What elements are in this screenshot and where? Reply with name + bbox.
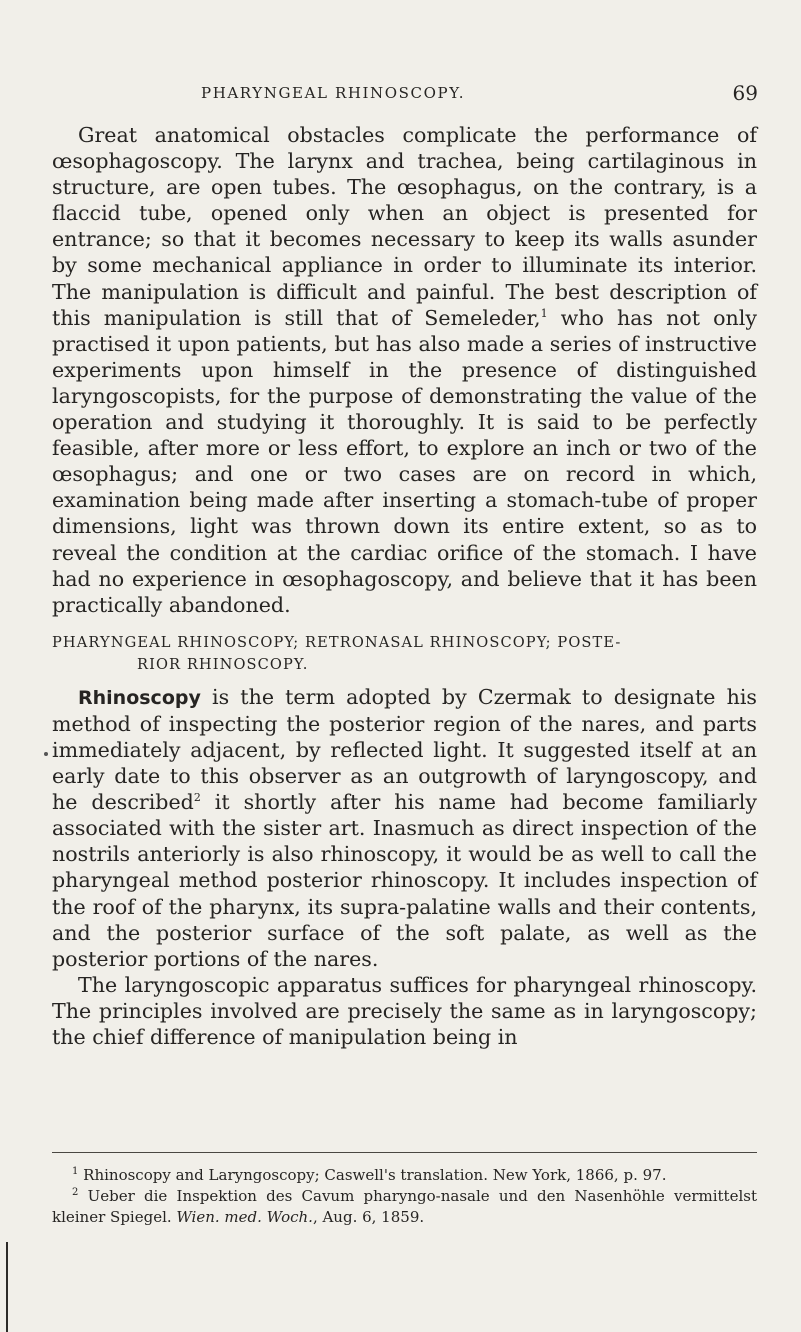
page-number: 69 <box>732 81 758 105</box>
footnote-mark: 1 <box>72 1166 79 1177</box>
footnote-text-continued: , Aug. 6, 1859. <box>312 1208 425 1226</box>
footnote <box>52 1186 757 1228</box>
footnote-mark: 2 <box>72 1187 79 1198</box>
footnotes <box>52 1165 757 1228</box>
paragraph-apparatus <box>52 972 757 1050</box>
section-heading <box>52 632 757 676</box>
running-header <box>52 78 758 108</box>
footnote-divider <box>52 1152 757 1153</box>
body-text <box>52 122 757 1050</box>
footnote-reference: 1 <box>540 306 548 320</box>
section-heading-line-1: PHARYNGEAL RHINOSCOPY; RETRONASAL RHINOSCOPY; POSTE- <box>52 633 622 651</box>
footnote-text: Rhinoscopy and Laryngoscopy; Caswell's translation. New York, 1866, p. 97. <box>83 1166 667 1184</box>
journal-title: Wien. med. Woch. <box>176 1208 313 1226</box>
footnote-reference: 2 <box>193 791 201 805</box>
margin-dot <box>44 752 48 756</box>
paragraph-rhinoscopy <box>52 684 757 972</box>
paragraph-text: Great anatomical obstacles complicate the performance of œsophagoscopy. The larynx and trachea, being cartilaginous in structure, are open tubes. The œsophagus, on the contrary, is a flaccid tube, opened only when an object is presented for entrance; so that it becomes necessary to keep its walls asunder by some mechanical appliance in order to illuminate its interior. The manipulation is difficult and painful. The best description of this manipulation is still that of Semeleder, <box>52 123 757 330</box>
section-heading-line-2: RIOR RHINOSCOPY. <box>137 655 309 673</box>
footnote-text: Ueber die Inspektion des Cavum pharyngo-nasale und den Nasenhöhle vermittelst kleiner Spiegel. <box>52 1187 757 1226</box>
running-title: PHARYNGEAL RHINOSCOPY. <box>201 84 466 102</box>
footnote <box>52 1165 757 1186</box>
paragraph-text: The laryngoscopic apparatus suffices for pharyngeal rhinoscopy. The principles involved are precisely the same as in laryngoscopy; the chief difference of manipulation being in <box>52 972 757 1049</box>
paragraph-oesophagoscopy <box>52 122 757 618</box>
paragraph-text-continued: who has not only practised it upon patients, but has also made a series of instructive experiments upon himself in the presence of distinguished laryngoscopists, for the purpose of demonstrating the value of the operation and studying it thoroughly. It is said to be perfectly feasible, after more or less effort, to explore an inch or two of the œsophagus; and one or two cases are on record in which, examination being made after inserting a stomach-tube of proper dimensions, light was thrown down its entire extent, so as to reveal the condition at the cardiac orifice of the stomach. I have had no experience in œsophagoscopy, and believe that it has been practically abandoned. <box>52 305 757 617</box>
paragraph-text-continued: it shortly after his name had become familiarly associated with the sister art. Inasmuch as direct inspection of the nostrils anteriorly is also rhinoscopy, it would be as well to call the pharyngeal method posterior rhinoscopy. It includes inspection of the roof of the pharynx, its supra-palatine walls and their contents, and the posterior surface of the soft palate, as well as the posterior portions of the nares. <box>52 790 757 971</box>
binding-edge-mark <box>6 1242 8 1332</box>
paragraph-text: is the term adopted by Czermak to designate his method of inspecting the posterior region of the nares, and parts immediately adjacent, by reflected light. It suggested itself at an early date to this observer as an outgrowth of laryngoscopy, and he described <box>52 684 757 815</box>
lead-term: Rhinoscopy <box>78 686 201 709</box>
